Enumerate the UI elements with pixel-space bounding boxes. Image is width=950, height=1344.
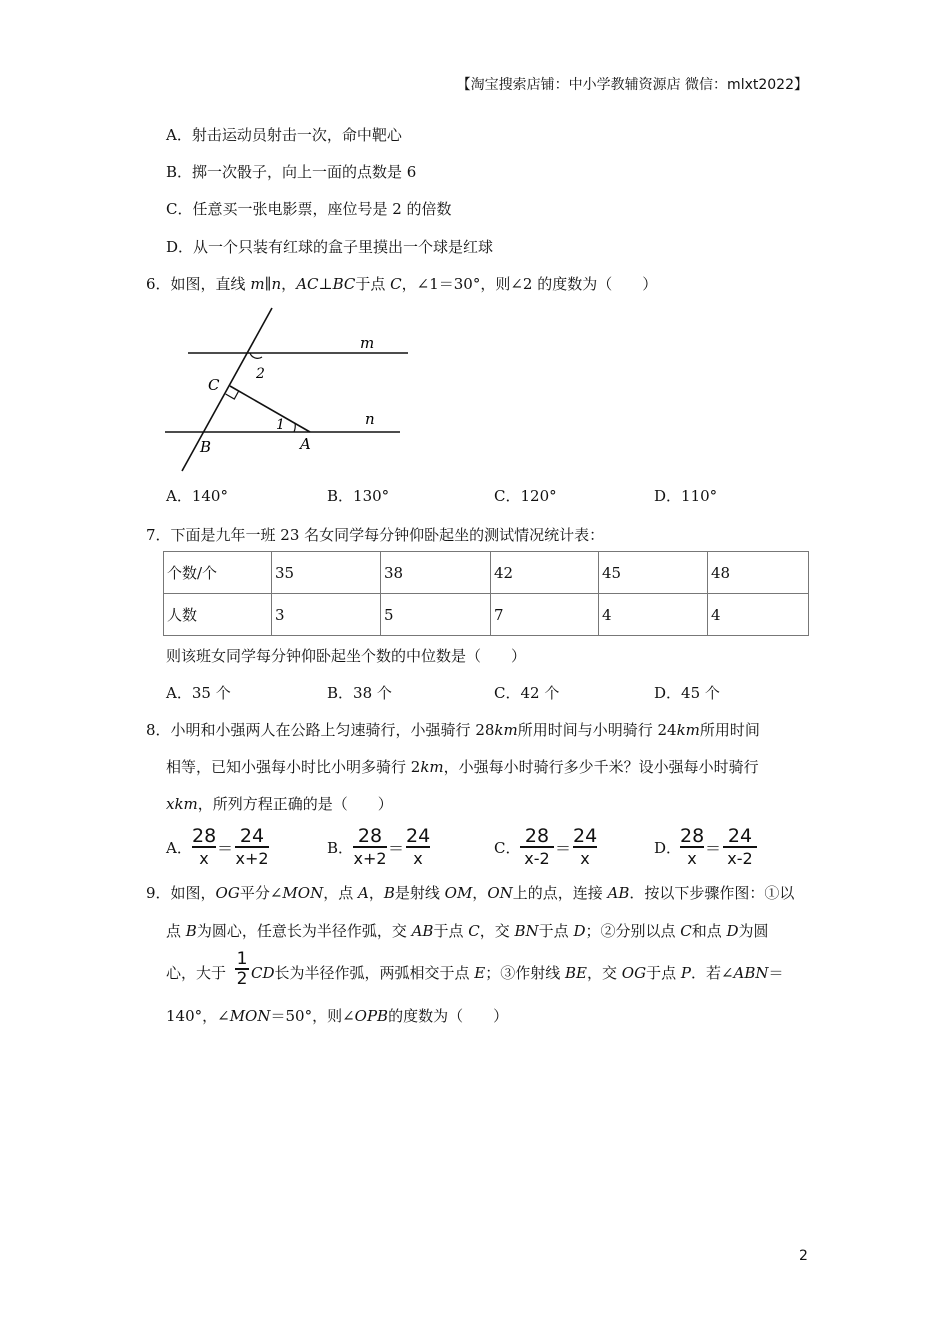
q6-option-a: A．140°: [166, 487, 228, 505]
q7-follow-up: 则该班女同学每分钟仰卧起坐个数的中位数是（ ）: [166, 647, 527, 665]
q7-option-c: C．42 个: [494, 684, 560, 702]
table-cell: 38: [381, 552, 491, 594]
q7-option-b: B．38 个: [327, 684, 392, 702]
table-cell: 个数/个: [164, 552, 272, 594]
q6-figure: [160, 300, 420, 480]
table-cell: 42: [491, 552, 599, 594]
q9-line-1: 9．如图，OG平分∠MON，点 A，B是射线 OM，ON上的点，连接 AB．按以下步骤作图：①以: [146, 884, 795, 902]
q5-option-a: A．射击运动员射击一次，命中靶心: [166, 126, 402, 144]
q7-stem: 7．下面是九年一班 23 名女同学每分钟仰卧起坐的测试情况统计表：: [146, 526, 605, 544]
table-cell: 5: [381, 594, 491, 636]
q5-option-b: B．掷一次骰子，向上一面的点数是 6: [166, 163, 417, 181]
page-header: 【淘宝搜索店铺：中小学教辅资源店 微信：mlxt2022】: [456, 77, 808, 93]
q8-a-frac-left: 28 x: [192, 825, 217, 868]
q8-b-equals: ＝: [388, 839, 405, 858]
q8-option-a-label: A．: [166, 839, 192, 857]
q9-line-3: CD长为半径作弧，两弧相交于点 E；③作射线 BE，交 OG于点 P．若∠ABN＝: [251, 964, 784, 982]
q8-option-b-label: B．: [327, 839, 354, 857]
table-cell: 4: [708, 594, 809, 636]
table-row: [164, 594, 809, 636]
q8-line-3: xkm，所列方程正确的是（ ）: [166, 795, 393, 813]
q8-b-frac-left: 28 x+2: [353, 825, 387, 868]
q8-a-frac-right: 24 x+2: [235, 825, 269, 868]
table-row: [164, 552, 809, 594]
q5-option-c: C．任意买一张电影票，座位号是 2 的倍数: [166, 200, 452, 218]
table-cell: 7: [491, 594, 599, 636]
q8-option-d-label: D．: [654, 839, 682, 857]
label-2: 2: [256, 366, 265, 382]
q8-option-c-label: C．: [494, 839, 521, 857]
q9-line-3-start: 心，大于: [166, 964, 227, 982]
table-cell: 35: [272, 552, 381, 594]
label-n: n: [365, 410, 375, 428]
q8-c-frac-right: 24 x: [573, 825, 598, 868]
table-cell: 4: [599, 594, 708, 636]
q6-option-b: B．130°: [327, 487, 390, 505]
q8-d-frac-left: 28 x: [680, 825, 705, 868]
table-cell: 48: [708, 552, 809, 594]
table-cell: 45: [599, 552, 708, 594]
label-m: m: [360, 334, 375, 352]
line-ca: [230, 386, 310, 432]
q7-option-d: D．45 个: [654, 684, 720, 702]
q9-line-2: 点 B为圆心，任意长为半径作弧，交 AB于点 C，交 BN于点 D；②分别以点 C和点 D为圆: [166, 922, 769, 940]
right-angle-mark: [226, 391, 239, 399]
q8-b-frac-right: 24 x: [406, 825, 431, 868]
q8-c-frac-left: 28 x-2: [520, 826, 554, 869]
q7-stats-table: [163, 551, 809, 636]
q8-d-equals: ＝: [705, 839, 722, 858]
table-cell: 人数: [164, 594, 272, 636]
label-b: B: [200, 438, 212, 456]
q6-stem: 6．如图，直线 m∥n，AC⊥BC于点 C，∠1＝30°，则∠2 的度数为（ ）: [146, 275, 658, 293]
q5-option-d: D．从一个只装有红球的盒子里摸出一个球是红球: [166, 238, 494, 256]
line-bc: [182, 308, 272, 471]
table-cell: 3: [272, 594, 381, 636]
label-c: C: [208, 376, 220, 394]
q9-line-4: 140°，∠MON＝50°，则∠OPB的度数为（ ）: [166, 1007, 509, 1025]
q8-c-equals: ＝: [555, 839, 572, 858]
q6-option-c: C．120°: [494, 487, 557, 505]
q8-line-2: 相等，已知小强每小时比小明多骑行 2km，小强每小时骑行多少千米？设小强每小时骑行: [166, 758, 759, 776]
q8-d-frac-right: 24 x-2: [723, 826, 757, 869]
angle-2-arc: [250, 353, 262, 358]
q8-a-equals: ＝: [217, 839, 234, 858]
page-number: 2: [799, 1248, 808, 1264]
label-a: A: [300, 435, 311, 453]
label-1: 1: [276, 417, 285, 433]
q6-option-d: D．110°: [654, 487, 718, 505]
q8-line-1: 8．小明和小强两人在公路上匀速骑行，小强骑行 28km所用时间与小明骑行 24km所用时间: [146, 721, 760, 739]
q7-option-a: A．35 个: [166, 684, 231, 702]
q9-half-fraction: 1 2: [236, 949, 248, 989]
angle-1-arc: [294, 423, 295, 432]
